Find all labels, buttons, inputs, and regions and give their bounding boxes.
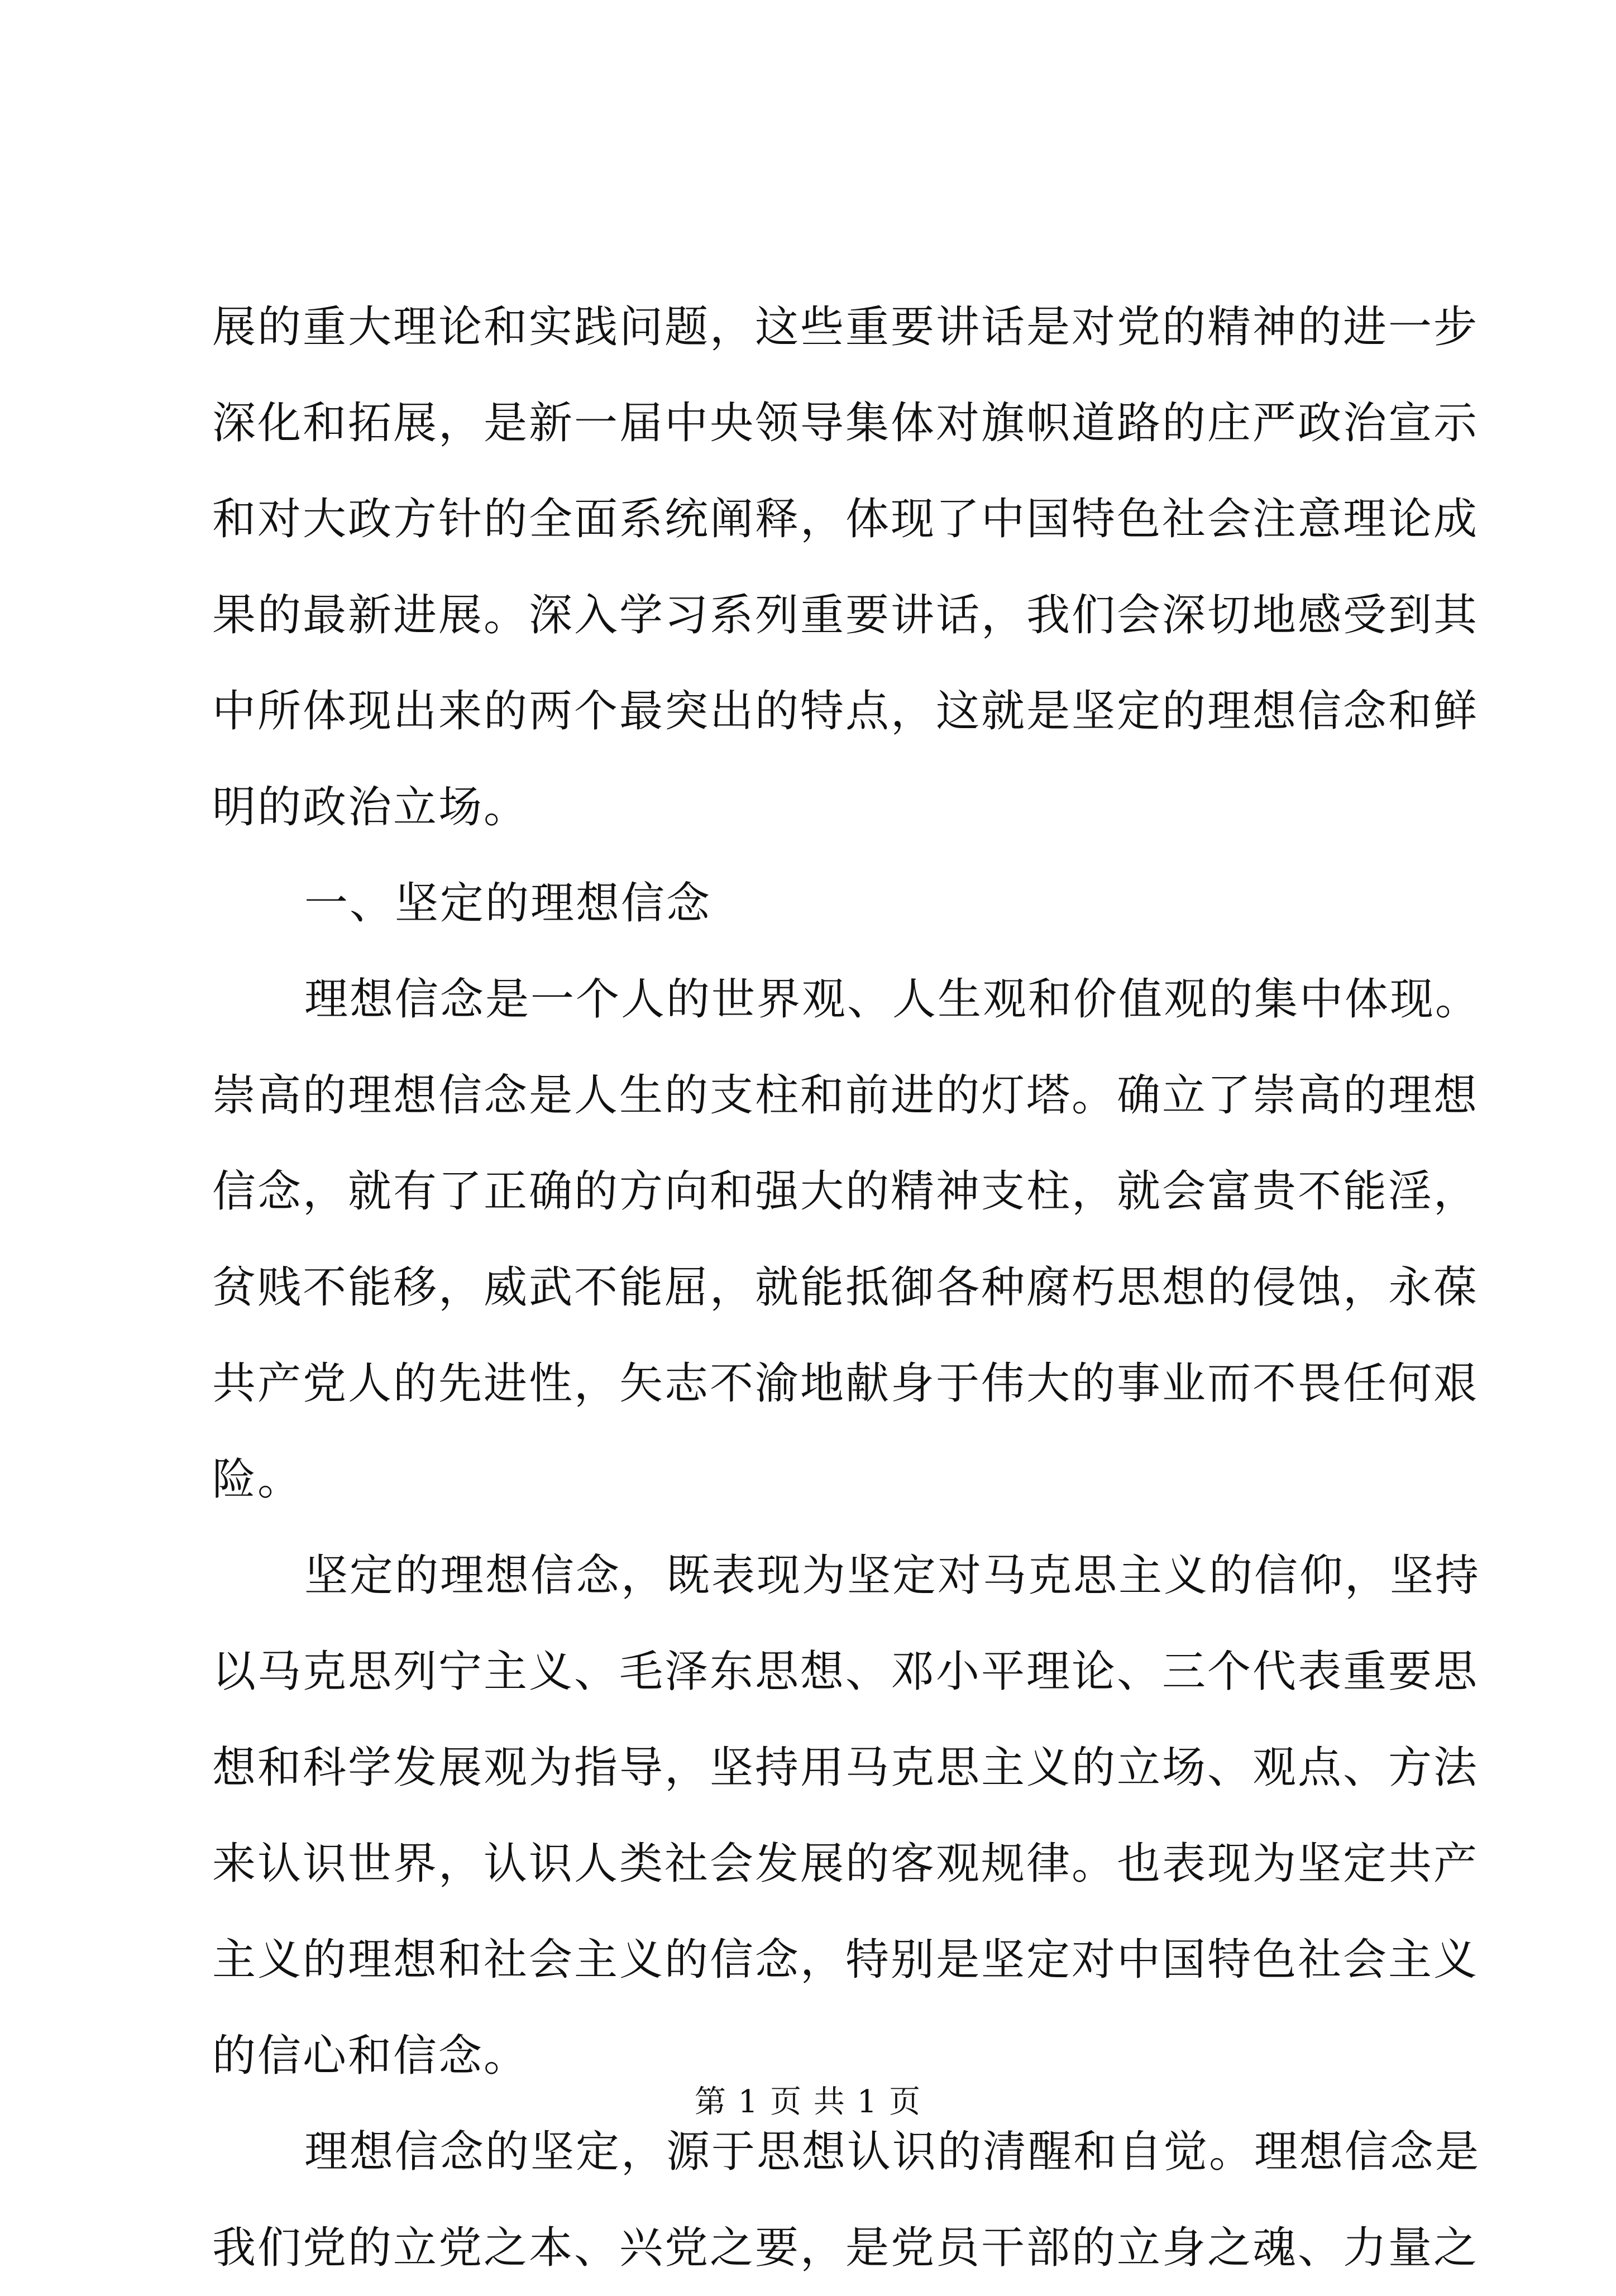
text-line: 险。 xyxy=(212,1455,303,1505)
text-line: 和对大政方针的全面系统阐释，体现了中国特色社会注意理论成 xyxy=(212,494,1479,544)
text-line: 中所体现出来的两个最突出的特点，这就是坚定的理想信念和鲜 xyxy=(212,686,1479,736)
page-footer: 第 1 页 共 1 页 xyxy=(694,2084,922,2120)
paragraph-first-line: 理想信念的坚定，源于思想认识的清醒和自觉。理想信念是 xyxy=(304,2127,1481,2177)
text-line: 展的重大理论和实践问题，这些重要讲话是对党的精神的进一步 xyxy=(212,302,1479,352)
paragraph-first-line: 理想信念是一个人的世界观、人生观和价值观的集中体现。 xyxy=(304,974,1481,1025)
text-line: 的信心和信念。 xyxy=(212,2031,529,2081)
text-line: 明的政治立场。 xyxy=(212,782,529,833)
text-line: 想和科学发展观为指导，坚持用马克思主义的立场、观点、方法 xyxy=(212,1743,1479,1793)
text-line: 信念，就有了正确的方向和强大的精神支柱，就会富贵不能淫， xyxy=(212,1166,1479,1217)
text-line: 贫贱不能移，威武不能屈，就能抵御各种腐朽思想的侵蚀，永葆 xyxy=(212,1262,1479,1313)
document-body xyxy=(212,279,1481,2296)
text-line: 深化和拓展，是新一届中央领导集体对旗帜道路的庄严政治宣示 xyxy=(212,398,1479,448)
text-line: 主义的理想和社会主义的信念，特别是坚定对中国特色社会主义 xyxy=(212,1935,1479,1985)
section-heading: 一、坚定的理想信念 xyxy=(304,878,712,929)
text-line: 来认识世界，认识人类社会发展的客观规律。也表现为坚定共产 xyxy=(212,1839,1479,1889)
text-line: 以马克思列宁主义、毛泽东思想、邓小平理论、三个代表重要思 xyxy=(212,1647,1479,1697)
text-line: 我们党的立党之本、兴党之要，是党员干部的立身之魂、力量之 xyxy=(212,2223,1479,2273)
text-line: 共产党人的先进性，矢志不渝地献身于伟大的事业而不畏任何艰 xyxy=(212,1359,1479,1409)
text-line: 崇高的理想信念是人生的支柱和前进的灯塔。确立了崇高的理想 xyxy=(212,1070,1479,1121)
text-line: 果的最新进展。深入学习系列重要讲话，我们会深切地感受到其 xyxy=(212,590,1479,640)
paragraph-first-line: 坚定的理想信念，既表现为坚定对马克思主义的信仰，坚持 xyxy=(304,1551,1481,1601)
